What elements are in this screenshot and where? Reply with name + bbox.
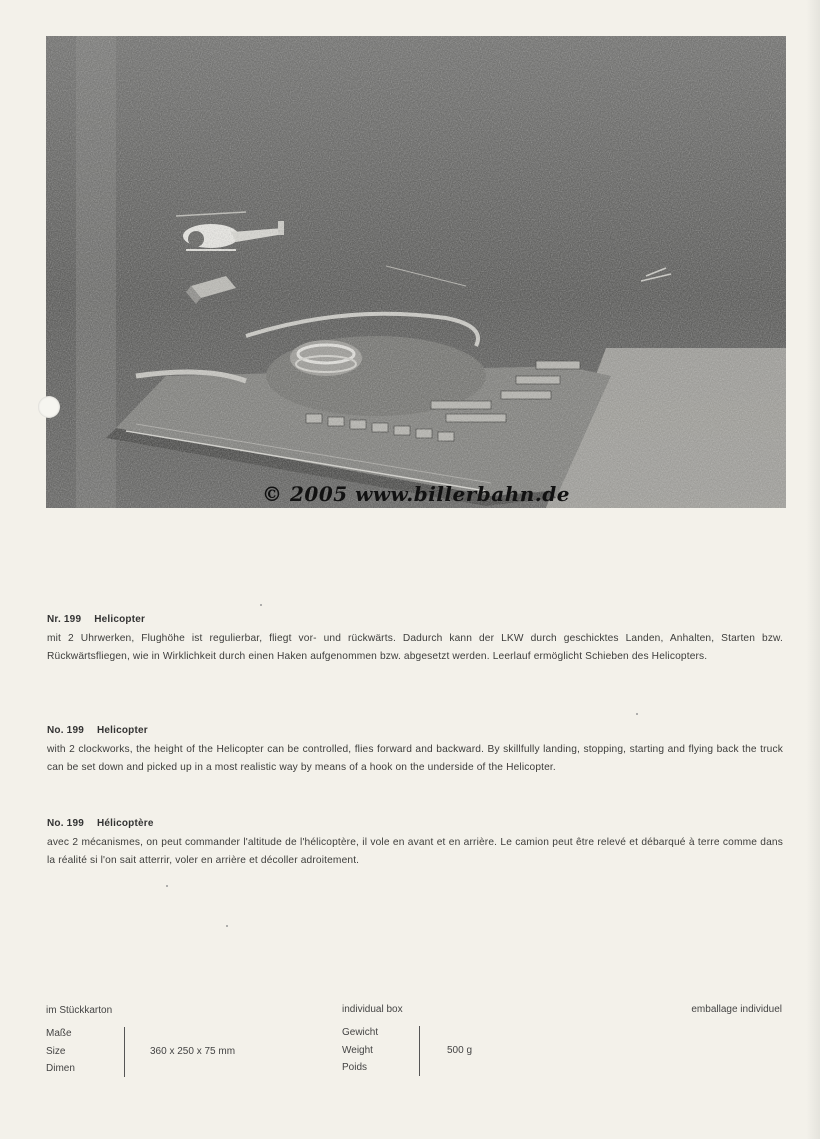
description-section-french: [47, 815, 783, 870]
item-title: Helicopter: [94, 614, 146, 625]
bracket-divider: [124, 1027, 125, 1077]
paper-speck: [226, 925, 228, 927]
weight-label: Poids: [342, 1062, 368, 1073]
weight-value: 500 g: [447, 1045, 473, 1056]
paper-speck: [636, 713, 638, 715]
dimensions-value: 360 x 250 x 75 mm: [150, 1046, 236, 1057]
description-text: with 2 clockworks, the height of the Helicopter can be controlled, flies forward and backward. By skillfully landing, stopping, starting and flying back the truck can be set down and picked up in a most realistic way by means of a hook on the underside of the Helicopter.: [47, 744, 783, 773]
dimensions-label: Size: [46, 1046, 66, 1057]
dimensions-label: Maße: [46, 1028, 72, 1039]
paper-speck: [260, 604, 262, 606]
description-section-german: [47, 611, 783, 666]
paper-speck: [166, 885, 168, 887]
item-number: No. 199: [47, 818, 84, 829]
copyright-watermark: © 2005 www.billerbahn.de: [262, 482, 570, 506]
description-text: mit 2 Uhrwerken, Flughöhe ist regulierbar, fliegt vor- und rückwärts. Dadurch kann der LKW durch geschicktes Landen, Anhalten, Starten bzw. Rückwärtsfliegen, wie in Wirklichkeit durch einen Haken aufgenommen bzw. abgesetzt werden. Leerlauf ermöglicht Schieben des Helicopters.: [47, 633, 783, 662]
dimensions-label: Dimen: [46, 1063, 75, 1074]
product-photo: [46, 36, 786, 508]
packaging-label-german: im Stückkarton: [46, 1005, 113, 1016]
punch-hole: [38, 396, 60, 418]
description-section-english: [47, 722, 783, 777]
packaging-label-english: individual box: [342, 1004, 403, 1015]
weight-label: Weight: [342, 1045, 373, 1056]
photo-illustration: [46, 36, 786, 508]
bracket-divider: [419, 1026, 420, 1076]
section-heading: [47, 815, 783, 833]
item-number: Nr. 199: [47, 614, 82, 625]
weight-label: Gewicht: [342, 1027, 379, 1038]
item-title: Hélicoptère: [96, 818, 154, 829]
item-title: Helicopter: [96, 725, 148, 736]
description-text: avec 2 mécanismes, on peut commander l'altitude de l'hélicoptère, il vole en avant et en arrière. Le camion peut être relevé et débarqué à terre comme dans la réalité si l'on sait atterrir, voler en arrière et décoller adroitement.: [47, 837, 783, 866]
item-number: No. 199: [47, 725, 84, 736]
section-heading: [47, 611, 783, 629]
section-heading: [47, 722, 783, 740]
packaging-label-french: emballage individuel: [691, 1004, 782, 1015]
page-edge-shadow: [806, 0, 820, 1139]
